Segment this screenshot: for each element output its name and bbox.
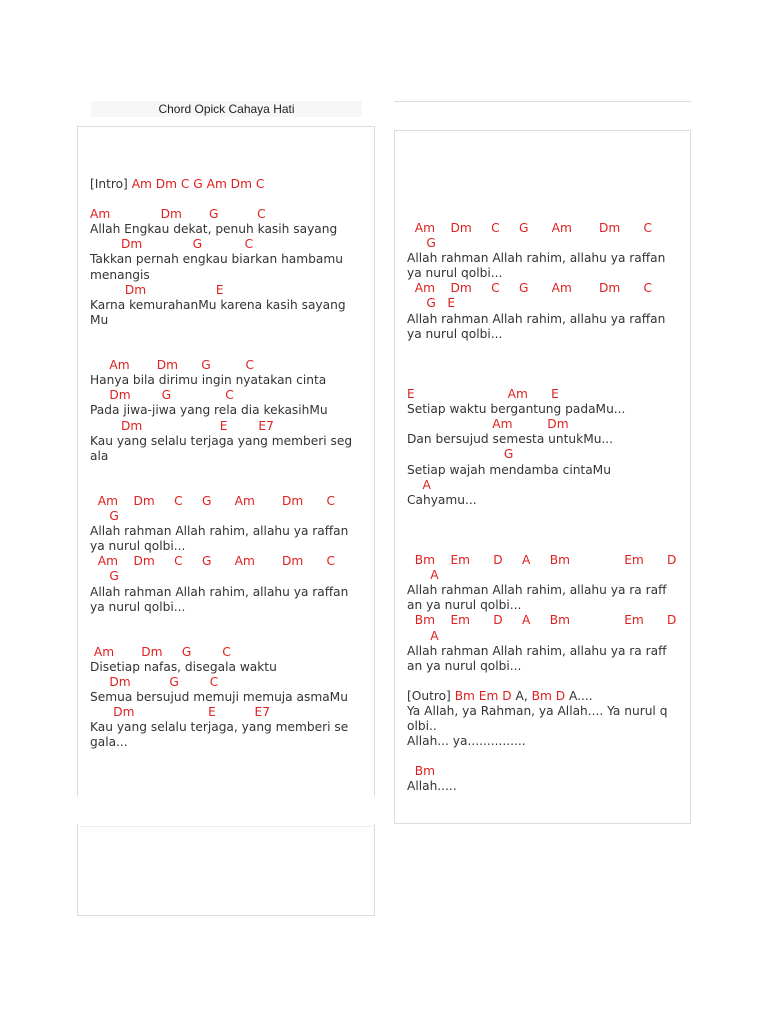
lyric-text: ya nurul qolbi... xyxy=(407,326,503,341)
lyric-line xyxy=(407,734,676,749)
chord-line xyxy=(90,419,352,434)
lyric-line xyxy=(90,373,352,388)
chord-text: Bm D xyxy=(531,688,566,703)
left-panel-divider xyxy=(77,826,375,827)
lyric-text: gala... xyxy=(90,735,128,750)
lyric-text: an ya nurul qolbi... xyxy=(407,598,522,613)
blank-line xyxy=(407,674,676,689)
lyric-text: Allah rahman Allah rahim, allahu ya raffan xyxy=(407,311,666,326)
lyric-text: Hanya bila dirimu ingin nyatakan cinta xyxy=(90,373,327,388)
lyric-text: Allah..... xyxy=(407,779,457,794)
chord-text: A xyxy=(407,477,431,492)
lyric-text: Takkan pernah engkau biarkan hambamu xyxy=(90,252,343,267)
blank-line xyxy=(407,372,676,387)
left-lyrics-column xyxy=(90,177,352,751)
lyric-line xyxy=(90,222,352,237)
lyric-text: Allah... ya............... xyxy=(407,734,526,749)
blank-line xyxy=(407,508,676,523)
lyric-text: Allah Engkau dekat, penuh kasih sayang xyxy=(90,222,338,237)
lyric-line xyxy=(407,598,676,613)
chord-text: Dm G C xyxy=(90,388,234,403)
lyric-text: ala xyxy=(90,448,109,463)
chord-line xyxy=(407,296,676,311)
chord-line xyxy=(90,388,352,403)
lyric-line xyxy=(90,449,352,464)
lyric-text: Allah rahman Allah rahim, allahu ya raffan xyxy=(90,584,349,599)
chord-text: Bm Em D A Bm Em D xyxy=(407,613,677,628)
lyric-text: Setiap waktu bergantung padaMu... xyxy=(407,402,626,417)
lyric-line xyxy=(407,779,676,794)
lyric-text: Mu xyxy=(90,312,109,327)
chord-text: Am Dm C G Am Dm C xyxy=(407,281,652,296)
lyric-text: Ya Allah, ya Rahman, ya Allah.... Ya nurul q xyxy=(407,704,668,718)
blank-line xyxy=(407,523,676,538)
lyric-text: Allah rahman Allah rahim, allahu ya raffan xyxy=(90,524,349,539)
chord-text: Dm E xyxy=(90,282,224,297)
lyric-text: olbi.. xyxy=(407,719,437,734)
chord-text: Am Dm C G Am Dm C xyxy=(407,221,652,235)
lyric-text: ya nurul qolbi... xyxy=(407,266,503,281)
chord-line xyxy=(407,236,676,251)
document-title: Chord Opick Cahaya Hati xyxy=(91,101,362,117)
chord-line xyxy=(90,705,352,720)
blank-line xyxy=(90,343,352,358)
lyric-text: Setiap wajah mendamba cintaMu xyxy=(407,462,611,477)
lyric-text: ya nurul qolbi... xyxy=(90,539,186,554)
chord-line xyxy=(90,554,352,569)
lyric-line xyxy=(90,660,352,675)
chord-text: G xyxy=(90,509,119,524)
blank-line xyxy=(407,538,676,553)
lyric-line xyxy=(90,252,352,267)
chord-line xyxy=(407,387,676,402)
chord-text: A xyxy=(407,628,439,643)
chord-line xyxy=(90,645,352,660)
lyric-text: Kau yang selalu terjaga yang memberi seg xyxy=(90,433,353,448)
chord-text: Dm E E7 xyxy=(90,705,271,720)
blank-line xyxy=(90,192,352,207)
chord-text: G xyxy=(407,447,514,462)
lyric-line xyxy=(407,402,676,417)
lyric-line xyxy=(407,719,676,734)
chord-line xyxy=(90,494,352,509)
chord-text: Am Dm xyxy=(407,417,569,432)
chord-text: Am Dm C G Am Dm C xyxy=(90,554,335,569)
chord-text: G xyxy=(407,236,436,251)
chord-line xyxy=(90,237,352,252)
lyric-line xyxy=(90,600,352,615)
lyric-line xyxy=(90,268,352,283)
lyric-line xyxy=(90,690,352,705)
lyric-line xyxy=(407,644,676,659)
lyric-line xyxy=(407,312,676,327)
chord-line xyxy=(90,207,352,222)
lyric-line xyxy=(407,432,676,447)
lyric-text: ya nurul qolbi... xyxy=(90,599,186,614)
chord-line xyxy=(90,358,352,373)
chord-line xyxy=(407,447,676,462)
chord-text: E Am E xyxy=(407,387,559,402)
lyric-line xyxy=(90,720,352,735)
chord-text: Dm G C xyxy=(90,237,254,252)
lyric-line xyxy=(90,524,352,539)
chord-line xyxy=(407,613,676,628)
lyric-line xyxy=(407,463,676,478)
lyric-line xyxy=(90,539,352,554)
lyric-line xyxy=(407,251,676,266)
chord-text: Bm Em D A Bm Em D xyxy=(407,553,677,568)
chord-line xyxy=(407,553,676,568)
lyric-text: Allah rahman Allah rahim, allahu ya ra raff xyxy=(407,643,667,658)
chord-text: A xyxy=(407,568,439,583)
chord-text: Am Dm G C xyxy=(90,644,231,659)
lyric-text: Disetiap nafas, disegala waktu xyxy=(90,660,277,674)
right-lyrics-column xyxy=(407,221,676,795)
lyric-text: Karna kemurahanMu karena kasih sayang xyxy=(90,297,346,312)
chord-text: Am Dm G C xyxy=(90,358,255,373)
lyric-line xyxy=(407,327,676,342)
lyric-text: Semua bersujud memuji memuja asmaMu xyxy=(90,690,348,705)
blank-line xyxy=(90,630,352,645)
chord-line xyxy=(407,417,676,432)
chord-line xyxy=(407,764,676,779)
lyric-text: Allah rahman Allah rahim, allahu ya ra raff xyxy=(407,583,667,598)
chord-line xyxy=(90,569,352,584)
left-panel-gap xyxy=(76,796,376,824)
chord-text: Bm Em D xyxy=(454,688,512,703)
lyric-text: Cahyamu... xyxy=(407,492,477,507)
lyric-line xyxy=(407,659,676,674)
lyric-text: A.... xyxy=(565,688,593,703)
lyric-line xyxy=(90,177,352,192)
chord-line xyxy=(90,675,352,690)
chord-text: Am Dm C G Am Dm C xyxy=(131,177,265,191)
left-panel-top-rule xyxy=(77,126,375,127)
lyric-line xyxy=(90,403,352,418)
chord-text: Am Dm G C xyxy=(90,207,266,222)
blank-line xyxy=(407,357,676,372)
lyric-text: Dan bersujud semesta untukMu... xyxy=(407,432,614,447)
chord-text: G E xyxy=(407,296,456,311)
chord-line xyxy=(407,281,676,296)
lyric-text: Kau yang selalu terjaga, yang memberi se xyxy=(90,720,349,735)
chord-text: Bm xyxy=(407,764,435,779)
lyric-line xyxy=(90,735,352,750)
blank-line xyxy=(90,615,352,630)
lyric-text: menangis xyxy=(90,267,150,282)
lyric-text: [Outro] xyxy=(407,688,455,703)
lyric-text: Allah rahman Allah rahim, allahu ya raffan xyxy=(407,251,666,266)
chord-text: Dm E E7 xyxy=(90,418,274,433)
chord-line xyxy=(407,629,676,644)
lyric-text: [Intro] xyxy=(90,177,132,191)
lyric-line xyxy=(407,704,676,719)
chord-line xyxy=(90,283,352,298)
lyric-line xyxy=(407,689,676,704)
chord-line xyxy=(90,509,352,524)
lyric-text: an ya nurul qolbi... xyxy=(407,658,522,673)
lyric-line xyxy=(90,434,352,449)
blank-line xyxy=(90,328,352,343)
chord-line xyxy=(407,478,676,493)
lyric-text: A, xyxy=(511,688,532,703)
lyric-line xyxy=(407,266,676,281)
blank-line xyxy=(90,464,352,479)
right-panel-top-rule xyxy=(394,101,691,102)
lyric-line xyxy=(407,583,676,598)
blank-line xyxy=(407,749,676,764)
blank-line xyxy=(407,342,676,357)
lyric-line xyxy=(90,298,352,313)
blank-line xyxy=(90,479,352,494)
chord-text: Am Dm C G Am Dm C xyxy=(90,493,335,508)
chord-line xyxy=(407,221,676,236)
lyric-line xyxy=(407,493,676,508)
lyric-text: Pada jiwa-jiwa yang rela dia kekasihMu xyxy=(90,403,328,418)
chord-line xyxy=(407,568,676,583)
chord-text: Dm G C xyxy=(90,675,219,690)
chord-text: G xyxy=(90,569,119,584)
lyric-line xyxy=(90,313,352,328)
lyric-line xyxy=(90,585,352,600)
